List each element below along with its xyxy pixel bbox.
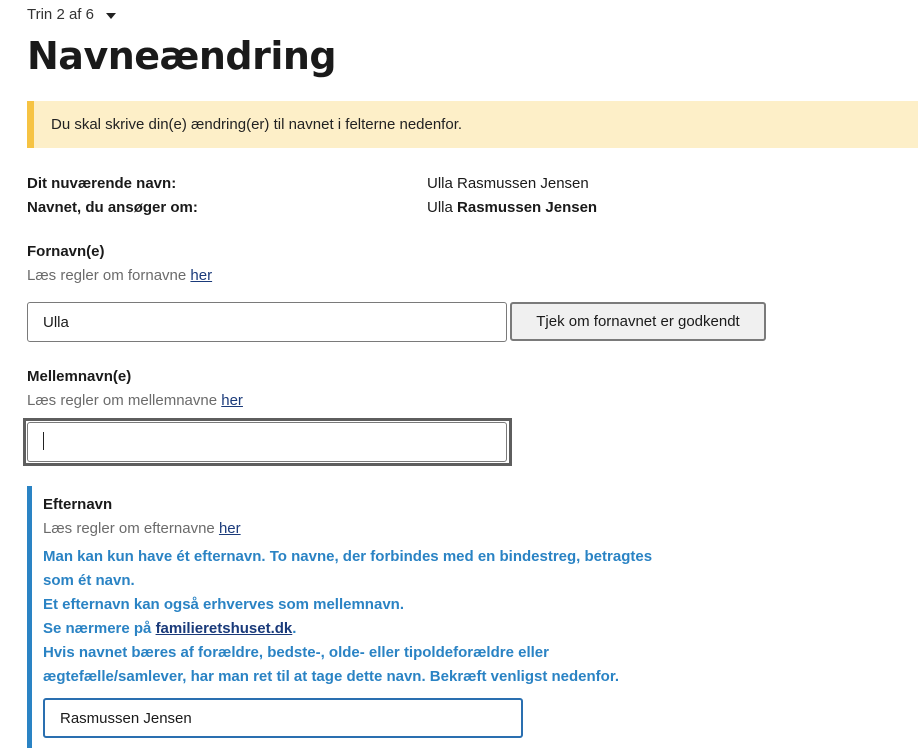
familieretshuset-link[interactable]: familieretshuset.dk	[155, 620, 293, 637]
step-indicator[interactable]	[27, 6, 116, 23]
middle-name-rules-link[interactable]: her	[221, 392, 243, 409]
info-notice	[27, 101, 918, 148]
current-name-label: Dit nuværende navn:	[27, 175, 177, 192]
requested-name-value	[427, 199, 597, 216]
surname-info-line-4-suffix: .	[292, 620, 297, 637]
surname-info-line-1: Man kan kun have ét efternavn. To navne, der forbindes med en bindestreg, betragtes	[43, 548, 653, 565]
surname-hint-text: Læs regler om efternavne	[43, 520, 215, 537]
first-name-hint-text: Læs regler om fornavne	[27, 267, 187, 284]
current-name-value: Ulla Rasmussen Jensen	[427, 175, 589, 192]
check-first-name-button[interactable]: Tjek om fornavnet er godkendt	[510, 302, 766, 341]
middle-name-hint-text: Læs regler om mellemnavne	[27, 392, 218, 409]
surname-label: Efternavn	[43, 496, 113, 513]
requested-name-label: Navnet, du ansøger om:	[27, 199, 198, 216]
first-name-hint	[27, 267, 212, 284]
middle-name-input[interactable]	[27, 422, 507, 462]
surname-info-line-6: ægtefælle/samlever, har man ret til at tage dette navn. Bekræft venligst nedenfor.	[43, 668, 620, 685]
step-label: Trin 2 af 6	[27, 6, 94, 23]
first-name-input[interactable]	[27, 302, 507, 342]
notice-text: Du skal skrive din(e) ændring(er) til navnet i felterne nedenfor.	[51, 116, 463, 133]
surname-info-line-4-prefix: Se nærmere på	[43, 620, 152, 637]
text-cursor	[43, 432, 44, 450]
first-name-label: Fornavn(e)	[27, 243, 105, 260]
page-title: Navneændring	[27, 34, 337, 78]
middle-name-label: Mellemnavn(e)	[27, 368, 132, 385]
surname-info-line-4	[43, 620, 296, 637]
caret-down-icon	[106, 13, 116, 19]
surname-panel-border	[27, 486, 32, 748]
first-name-rules-link[interactable]: her	[190, 267, 213, 284]
surname-info-line-3: Et efternavn kan også erhverves som mellemnavn.	[43, 596, 404, 613]
requested-rest-name: Rasmussen Jensen	[457, 199, 598, 216]
middle-name-hint	[27, 392, 243, 409]
surname-input[interactable]	[43, 698, 523, 738]
surname-hint	[43, 520, 241, 537]
surname-info-line-2: som ét navn.	[43, 572, 135, 589]
surname-info-line-5: Hvis navnet bæres af forældre, bedste-, olde- eller tipoldeforældre eller	[43, 644, 549, 661]
requested-first-name: Ulla	[427, 199, 453, 216]
surname-rules-link[interactable]: her	[218, 520, 241, 537]
